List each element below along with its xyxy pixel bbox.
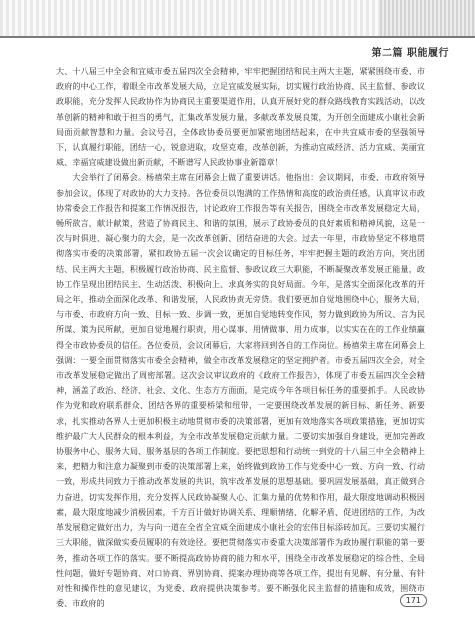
page-header <box>0 0 475 59</box>
header-rule <box>0 36 475 38</box>
paragraph-2: 大会举行了闭幕会。杨禧荣主席在闭幕会上做了重要讲话。他指出：会议期间，市委、市政府领导参加会议，体现了对政协的大力支持。各位委员以饱满的工作热情和高度的政治责任感，认真审议市政协常委会工作报告和提案工作情况报告，讨论政府工作报告等有关报告，围绕全市改革发展稳定大局，畅所欲言，献计献策，营造了协商民主、和谐的氛围，展示了政协委员的良好素质和精神风貌，这是一次与时俱进、凝心聚力的大会，是一次改革创新、团结奋进的大会。过去一年里，市政协坚定不移地贯彻落实市委的决策部署，紧扣政协五届一次会议确定的目标任务，牢牢把握主题的政治方向，突出团结、民主两大主题，积极履行政治协商、民主监督、参政议政三大职能，不断凝聚改革发展正能量，政协工作呈现出团结民主、生动活泼、积极向上、求真务实的良好局面。今年，是落实全面深化改革的开局之年，推动全面深化改革、和谐发展，人民政协责无旁贷。我们要更加自觉地围绕中心，服务大局，与市委、市政府方向一致、目标一致、步调一致，更加自觉地转变作风，努力做到政协为所议、言为民所谋、策为民所献，更加自觉地履行职责，用心谋事、用情做事、用力成事，以实实在在的工作业绩赢得全市政协委员的信任。各位委员，会议闭幕后，大家将回到各自的工作岗位。杨禧荣主席在闭幕会上强调：一要全面贯彻落实市委全会精神，做全市改革发展稳定的坚定拥护者。市委五届四次全会，对全市改革发展稳定做出了周密部署。这次会议审议政府的《政府工作报告》，体现了市委五届四次全会精神，涵盖了政治、经济、社会、文化、生态方方面面，是完成今年各项目标任务的重要抓手。人民政协作为党和政府联系群众、团结各界的重要桥梁和纽带，一定要围绕改革发展的新目标、新任务、新要求，扎实推动各界人士更加积极主动地贯彻市委的决策部署，更加有效地落实各项政策措施，更加切实维护最广大人民群众的根本利益，为全市改革发展稳定贡献力量。二要切实加强自身建设，更加完善政协服务中心、服务大局、服务基层的各项工作制度。要把思想和行动统一到党的十八届三中全会精神上来，把精力和注意力凝聚到市委的决策部署上来，始终做到政协工作与党委中心一致、方向一致、行动一致，形成共同致力于推动改革发展的共识，筑牢改革发展的思想基础。要巩固发展基础，真正做到合力奋进，切实发挥作用，充分发挥人民政协凝聚人心、汇集力量的优势和作用，最大限度地调动积极因素，最大限度地减少消极因素，千方百计做好协调关系、理顺情绪、化解矛盾、促进团结的工作，为改革发展稳定做好出力，为与向一道在全省全宜威全面建成小康社会的宏伟目标添砖加瓦。三要切实履行三大职能，做深做实委员履职的有效途径。要把贯彻落实市委重大决策部署作为政协履行职能的第一要务，推动各项工作的落实。要不断提高政协协商的能力和水平，围绕全市改革发展稳定的综合性、全局性问题，做好专题协商、对口协商、界别协商、提案办理协商等各项工作，提出有见解、有分量、有针对性和操作性的意见建议，为党委、政府提供决策参考。要不断强化民主监督的措施和成效，围绕市委、市政府的 <box>56 172 425 609</box>
paragraph-1: 大、十八届三中全会和宜威市委五届四次全会精神，牢牢把握团结和民主两大主题，紧紧围绕市委、市政府的中心工作，着眼全市改革发展大局，立足宜威发展实际，切实履行政治协商、民主监督、参政议政职能，充分发挥人民政协作为协商民主重要渠道作用，认真开展好党的群众路线教育实践活动，以改革创新的精神和敢于担当的勇气，汇集改革发展力量，多献改革发展良策，为开创全面建成小康社会新局面贡献智慧和力量。会议号召，全体政协委员要更加紧密地团结起来，在中共宜威市委的坚强领导下，认真履行职能，团结一心，锐意进取，攻坚克难，改革创新，为推动宜威经济、活力宜威、美丽宜威、幸福宜威建设做出新贡献，不断谱写人民政协事业新篇章！ <box>56 66 425 168</box>
page-number: 171 <box>400 594 427 607</box>
header-corner-tab <box>380 0 475 36</box>
section-title: 第二篇 职能履行 <box>371 48 449 59</box>
